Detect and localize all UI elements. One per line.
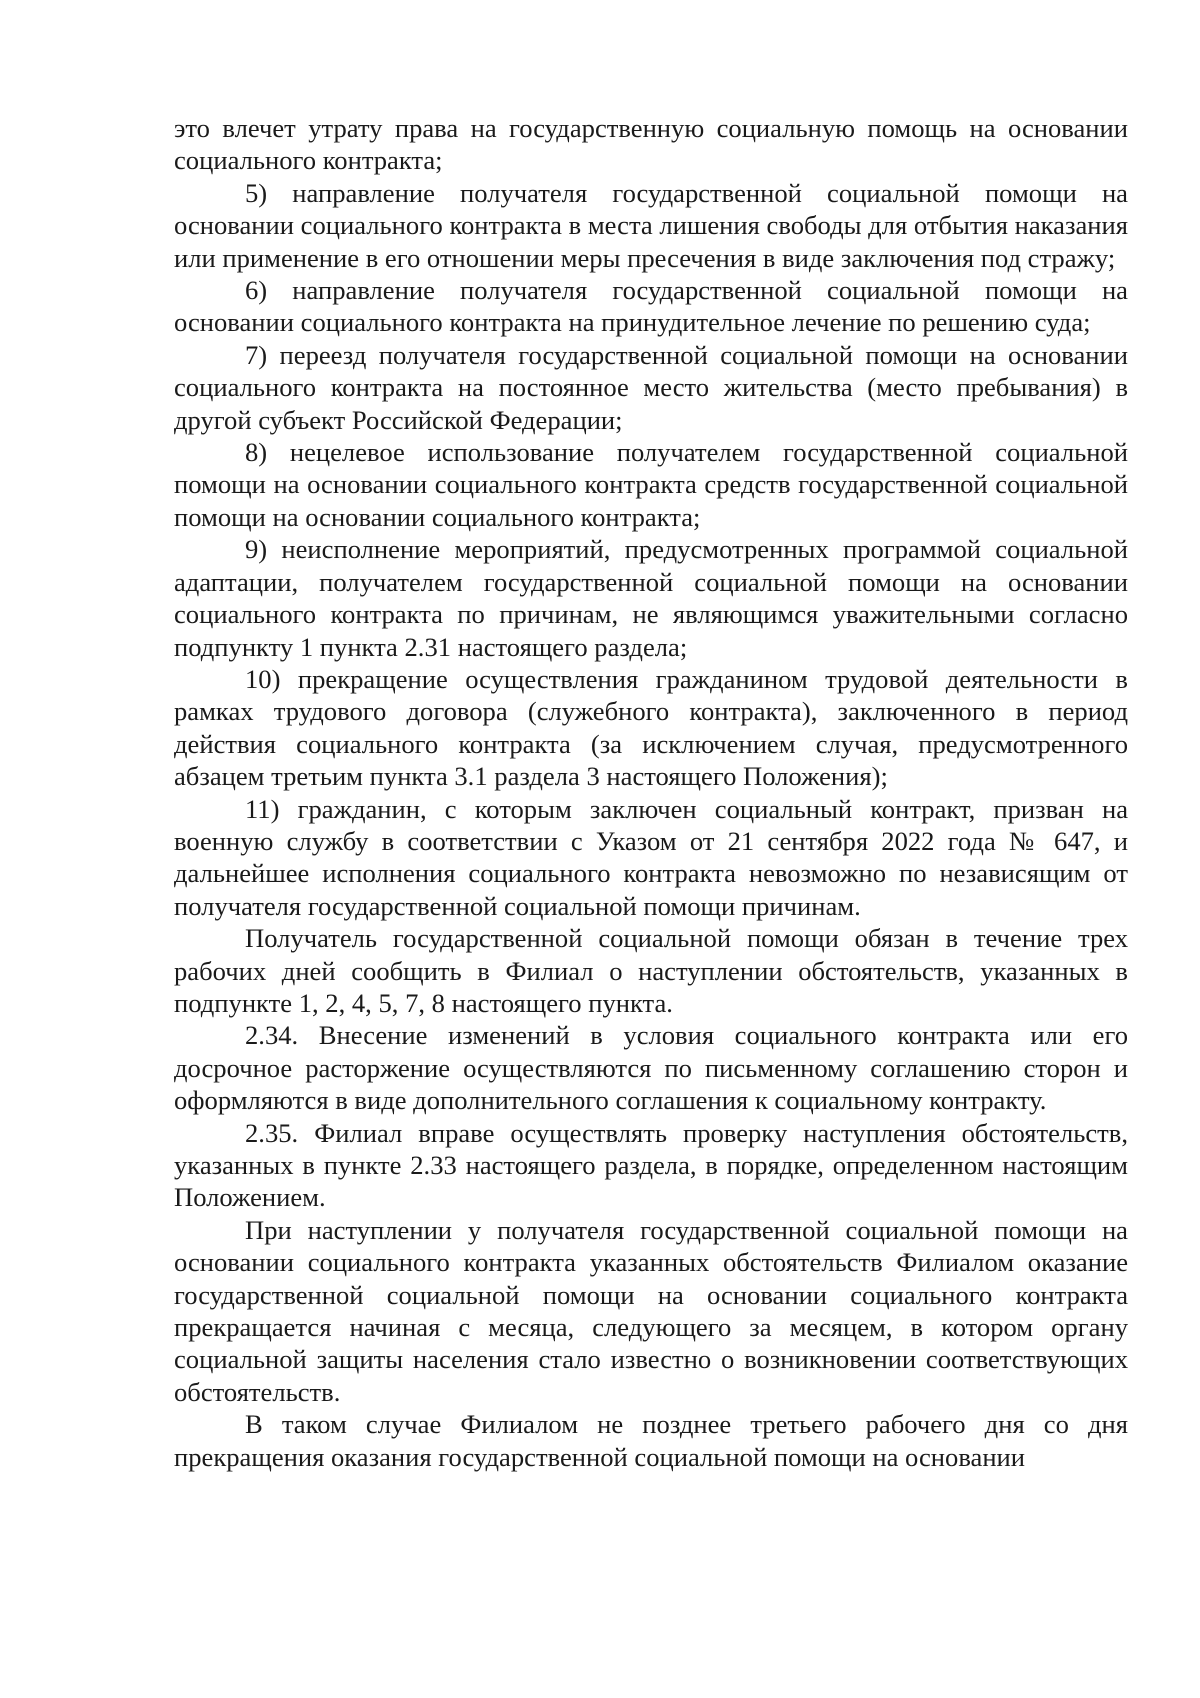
paragraph-item-5: 5) направление получателя государственной социальной помощи на основании социального контракта в места лишения свободы для отбытия наказания или применение в его отношении меры пресечения в виде заключения под стражу; bbox=[174, 177, 1128, 273]
paragraph-clause-2-35: 2.35. Филиал вправе осуществлять проверку наступления обстоятельств, указанных в пункте 2.33 настоящего раздела, в порядке, определенном настоящим Положением. bbox=[174, 1117, 1128, 1213]
paragraph-item-7: 7) переезд получателя государственной социальной помощи на основании социального контракта на постоянное место жительства (место пребывания) в другой субъект Российской Федерации; bbox=[174, 339, 1128, 435]
document-page bbox=[174, 112, 1128, 1473]
paragraph-item-11: 11) гражданин, с которым заключен социальный контракт, призван на военную службу в соответствии с Указом от 21 сентября 2022 года № 647, и дальнейшее исполнения социального контракта невозможно по независящим от получателя государственной социальной помощи причинам. bbox=[174, 793, 1128, 921]
paragraph-item-6: 6) направление получателя государственной социальной помощи на основании социального контракта на принудительное лечение по решению суда; bbox=[174, 275, 1128, 338]
paragraph-obligation: Получатель государственной социальной помощи обязан в течение трех рабочих дней сообщить в Филиал о наступлении обстоятельств, указанных в подпункте 1, 2, 4, 5, 7, 8 настоящего пункта. bbox=[174, 923, 1128, 1018]
paragraph-clause-2-34: 2.34. Внесение изменений в условия социального контракта или его досрочное расторжение осуществляются по письменному соглашению сторон и оформляются в виде дополнительного соглашения к социальному контракту. bbox=[174, 1020, 1128, 1116]
paragraph-final: В таком случае Филиалом не позднее третьего рабочего дня со дня прекращения оказания государственной социальной помощи на основании bbox=[174, 1409, 1128, 1472]
paragraph-continuation: это влечет утрату права на государственную социальную помощь на основании социального контракта; bbox=[174, 113, 1128, 176]
paragraph-termination: При наступлении у получателя государственной социальной помощи на основании социального контракта указанных обстоятельств Филиалом оказание государственной социальной помощи на основании социального контракта прекращается начиная с месяца, следующего за месяцем, в котором органу социальной защиты населения стало известно о возникновении соответствующих обстоятельств. bbox=[174, 1214, 1128, 1407]
paragraph-item-10: 10) прекращение осуществления гражданином трудовой деятельности в рамках трудового договора (служебного контракта), заключенного в период действия социального контракта (за исключением случая, предусмотренного абзацем третьим пункта 3.1 раздела 3 настоящего Положения); bbox=[174, 663, 1128, 792]
paragraph-item-8: 8) нецелевое использование получателем государственной социальной помощи на основании социального контракта средств государственной социальной помощи на основании социального контракта; bbox=[174, 437, 1128, 532]
paragraph-item-9: 9) неисполнение мероприятий, предусмотренных программой социальной адаптации, получателем государственной социальной помощи на основании социального контракта по причинам, не являющимся уважительными согласно подпункту 1 пункта 2.31 настоящего раздела; bbox=[174, 534, 1128, 662]
